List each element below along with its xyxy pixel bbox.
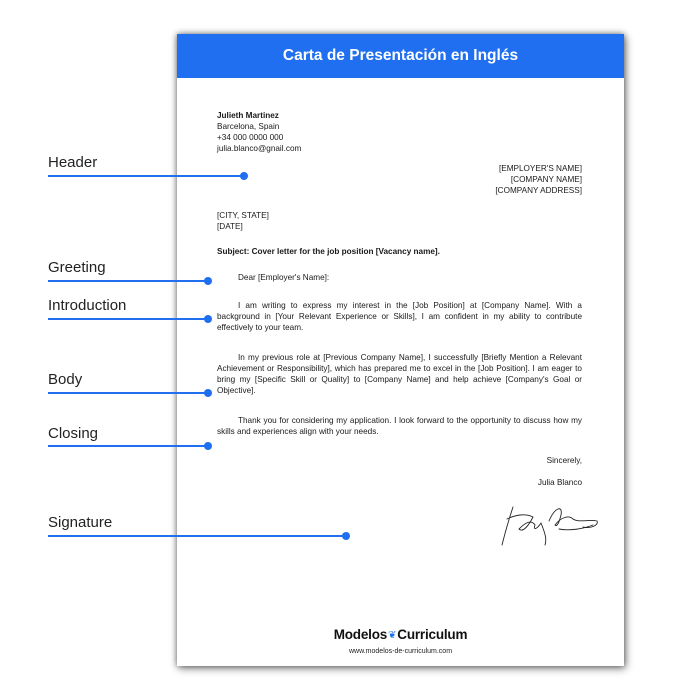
annotation-leader-line [48,280,208,282]
sender-block [217,110,301,154]
annotation-label-closing: Closing [48,425,99,442]
letter-date: [DATE] [217,222,243,231]
annotation-label-signature: Signature [48,514,113,531]
annotation-dot [204,277,212,285]
employer-block [495,163,582,196]
subject-line: Subject: Cover letter for the job position [Vacancy name]. [217,247,440,256]
annotation-label-introduction: Introduction [48,297,127,314]
employer-address: [COMPANY ADDRESS] [495,186,582,195]
closing-paragraph [217,415,582,437]
place-date-block [217,210,269,232]
paragraph-text: I am writing to express my interest in the [Job Position] at [Company Name]. With a background in [Your Relevant Experience or Skills], I am confident in my ability to contribute effectively to your team. [217,301,582,332]
body-paragraph [217,352,582,396]
employer-name: [EMPLOYER'S NAME] [498,164,582,173]
closing-name: Julia Blanco [537,478,582,487]
handwritten-signature [499,499,603,549]
cover-letter-page [177,34,624,666]
annotation-dot [240,172,248,180]
annotation-dot [342,532,350,540]
brand-website: www.modelos-de-curriculum.com [348,648,453,655]
paragraph-text: In my previous role at [Previous Company Name], I successfully [Briefly Mention a Relevant Achievement or Responsibility], which has prepared me to excel in the [Job Position]. I am eager to bring my [Specific Skill or Quality] to [Company Name] and help achieve [Company's Goal or Objective]. [217,353,582,395]
annotation-label-header: Header [48,154,98,171]
annotation-leader-line [48,318,208,320]
annotation-leader-line [48,392,208,394]
annotation-dot [204,315,212,323]
brand-text-part1: Modelos [333,627,388,642]
annotation-dot [204,442,212,450]
sender-phone: +34 000 0000 000 [217,133,284,142]
annotation-dot [204,389,212,397]
annotation-leader-line [48,175,244,177]
brand-mark-icon: ❦ [388,630,397,641]
brand-logo [177,627,624,642]
sender-city: Barcelona, Spain [217,122,280,131]
annotation-leader-line [48,445,208,447]
title-banner [177,34,624,78]
document-title: Carta de Presentación en Inglés [282,47,519,64]
greeting-line: Dear [Employer's Name]: [238,273,330,282]
sender-email: julia.blanco@gnail.com [217,144,302,153]
brand-text-part2: Curriculum [397,627,468,642]
paragraph-text: Thank you for considering my application. I look forward to the opportunity to discuss how my skills and experiences align with your needs. [217,416,582,436]
closing-block [538,455,582,488]
sender-name: Julieth Martinez [217,111,279,120]
city-state: [CITY, STATE] [217,211,269,220]
closing-salutation: Sincerely, [546,456,582,465]
employer-company: [COMPANY NAME] [510,175,582,184]
annotation-leader-line [48,535,348,537]
introduction-paragraph [217,300,582,333]
annotation-label-body: Body [48,371,83,388]
annotation-label-greeting: Greeting [48,259,106,276]
